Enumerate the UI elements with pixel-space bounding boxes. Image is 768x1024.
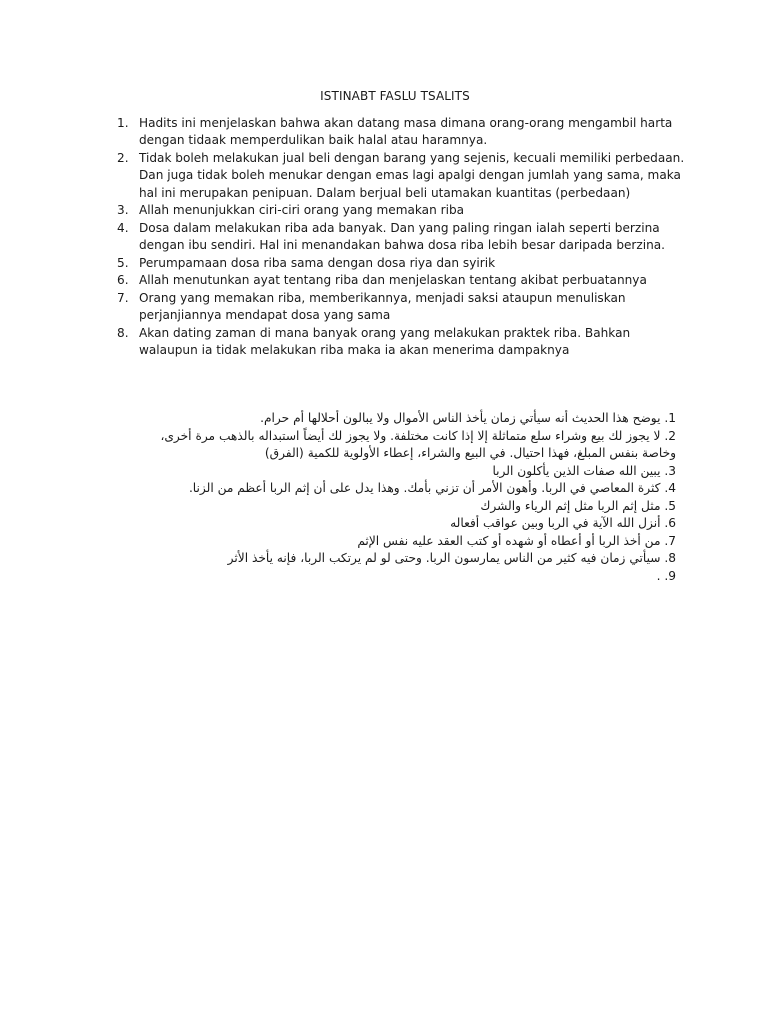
list-item (111, 220, 686, 255)
arabic-list-item: 2. لا يجوز لك بيع وشراء سلع متماثلة إلا إذا كانت مختلفة. ولا يجوز لك أيضاً استبداله بالذهب مرة أخرى، وخاصة بنفس المبلغ، فهذا احتيال. في البيع والشراء، إعطاء الأولوية للكمية (الفرق) (160, 428, 676, 460)
list-item (111, 272, 686, 290)
list-item-text: Perumpamaan dosa riba sama dengan dosa riya dan syirik (139, 255, 496, 270)
arabic-list-item: 4. كثرة المعاصي في الربا. وأهون الأمر أن تزني بأمك. وهذا يدل على أن إثم الربا أعظم من الزنا. (188, 481, 676, 495)
arabic-list-item: 6. أنزل الله الآية في الربا وبين عواقب أفعاله (450, 516, 676, 530)
list-item-text: Orang yang memakan riba, memberikannya, menjadi saksi ataupun menuliskan perjanjiannya mendapat dosa yang sama (139, 290, 626, 322)
document-title: ISTINABT FASLU TSALITS (320, 89, 470, 103)
arabic-list-item: 8. سيأتي زمان فيه كثير من الناس يمارسون الربا. وحتى لو لم يرتكب الربا، فإنه يأخذ الأثر (227, 551, 676, 565)
arabic-list-item: 5. مثل إثم الربا مثل إثم الرياء والشرك (480, 498, 676, 513)
list-item-text: Allah menunjukkan ciri-ciri orang yang memakan riba (139, 203, 465, 217)
arabic-list-item: 9. . (656, 568, 676, 583)
list-item-number: 3. (117, 203, 129, 217)
list-item (111, 202, 686, 220)
list-item-text: Hadits ini menjelaskan bahwa akan datang masa dimana orang-orang mengambil harta dengan tidaak memperdulikan baik halal atau haramnya. (139, 115, 673, 147)
list-item-number: 7. (117, 290, 129, 305)
list-item-text: Dosa dalam melakukan riba ada banyak. Dan yang paling ringan ialah seperti berzina dengan ibu sendiri. Hal ini menandakan bahwa dosa riba lebih besar daripada berzina. (139, 220, 666, 252)
indonesian-numbered-list (111, 115, 686, 360)
list-item-number: 2. (117, 150, 129, 165)
list-item-text: Allah menutunkan ayat tentang riba dan menjelaskan tentang akibat perbuatannya (139, 273, 647, 287)
list-item (111, 255, 686, 273)
list-item-number: 4. (117, 220, 129, 235)
list-item-number: 5. (117, 255, 129, 270)
list-item-number: 8. (117, 325, 129, 340)
list-item (111, 115, 686, 150)
arabic-list-item: 1. يوضح هذا الحديث أنه سيأتي زمان يأخذ الناس الأموال ولا يبالون أحلالها أم حرام. (260, 411, 676, 425)
arabic-list-item: 7. من أخذ الربا أو أعطاه أو شهده أو كتب العقد عليه نفس الإثم (357, 533, 676, 548)
list-item-number: 1. (117, 115, 129, 130)
arabic-list-item: 3. يبين الله صفات الذين يأكلون الربا (492, 463, 676, 478)
list-item (111, 325, 686, 360)
list-item-text: Tidak boleh melakukan jual beli dengan barang yang sejenis, kecuali memiliki perbedaan. Dan juga tidak boleh menukar dengan emas lagi apalgi dengan jumlah yang sama, maka hal ini merupakan penipuan. Dalam berjual beli utamakan kuantitas (perbedaan) (139, 150, 685, 200)
list-item (111, 150, 686, 203)
list-item (111, 290, 686, 325)
arabic-translation-list (150, 410, 676, 585)
list-item-text: Akan dating zaman di mana banyak orang yang melakukan praktek riba. Bahkan walaupun ia tidak melakukan riba maka ia akan menerima dampaknya (139, 325, 631, 357)
list-item-number: 6. (117, 273, 129, 287)
